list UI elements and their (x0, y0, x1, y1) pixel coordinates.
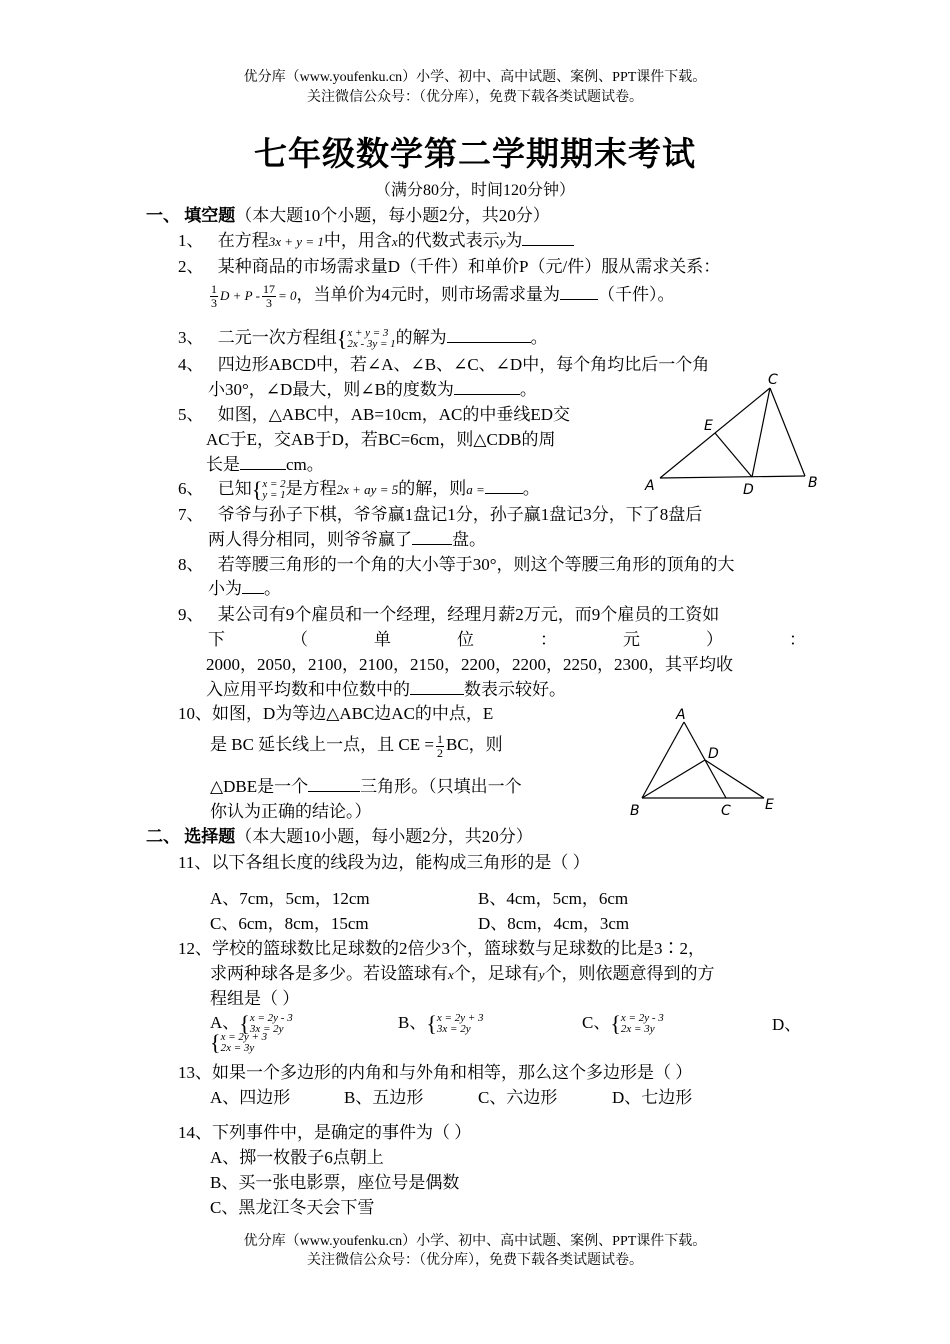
header-line-2: 关注微信公众号：（优分库），免费下载各类试题试卷。 (307, 90, 643, 105)
q9-line4: 入应用平均数和中位数中的 (206, 680, 410, 699)
q6-brace-icon: { (251, 477, 263, 503)
q10-fraction: $\frac{1}{2}$ (437, 731, 443, 760)
q9-line2-word: ） (706, 630, 723, 649)
figure-triangle-abc (640, 368, 830, 498)
q12-option-a-label: A、 (210, 1013, 240, 1032)
fig2-label-d: D (708, 746, 719, 762)
q7-end: 盘。 (452, 530, 486, 549)
q3-answer-blank[interactable] (447, 328, 531, 343)
section2-note: （本大题10小题，每小题2分，共20分） (235, 827, 533, 846)
q9-line2-word: 位 (457, 630, 474, 649)
q1-post: 为 (505, 231, 523, 250)
question-6 (178, 474, 540, 503)
q12-var-y: y (538, 967, 545, 982)
q3-end: 。 (530, 328, 548, 347)
q3-brace-icon: { (336, 326, 348, 352)
q12-option-c[interactable] (582, 1008, 664, 1037)
q6-system: x = 2 y = 1 (262, 478, 286, 502)
q5-number: 5、 (178, 405, 204, 424)
fig1-label-b: B (808, 475, 818, 491)
question-5-line3 (206, 450, 324, 475)
q8-answer-blank[interactable] (242, 579, 264, 594)
q2-eq-end: = 0 (277, 288, 297, 303)
q2-line2: ，当单价为4元时，则市场需求量为 (296, 285, 560, 304)
q2-answer-blank[interactable] (560, 285, 598, 300)
q12-option-d-system: x = 2y + 3 2x = 3y (220, 1031, 268, 1054)
q12-option-d-label[interactable]: D、 (772, 1015, 802, 1034)
question-4-line1 (178, 350, 709, 375)
q12-option-b-brace-icon: { (426, 1011, 437, 1037)
q10-line1: 如图，D为等边△ABC边AC的中点，E (212, 704, 494, 723)
q6-end: 。 (522, 479, 540, 498)
q8-line1: 若等腰三角形的一个角的大小等于30°，则这个等腰三角形的顶角的大 (217, 555, 735, 574)
q11-stem: 11、以下各组长度的线段为边，能构成三角形的是（ ） (178, 853, 590, 872)
q7-line2: 两人得分相同，则爷爷赢了 (208, 530, 412, 549)
q8-number: 8、 (178, 555, 204, 574)
fig2-label-e: E (765, 797, 774, 813)
q9-line2-word: 元 (623, 630, 640, 649)
q12-var-x: x (448, 967, 454, 982)
q9-end: 数表示较好。 (464, 680, 566, 699)
q9-line2 (208, 625, 806, 650)
fig2-label-c: C (721, 803, 731, 819)
question-9-line4 (206, 675, 566, 700)
question-2-line1 (178, 252, 720, 277)
q2-post: （千件）。 (597, 285, 675, 304)
q9-answer-blank[interactable] (410, 680, 464, 695)
q12-option-b-label: B、 (398, 1013, 427, 1032)
question-4-line2 (208, 375, 537, 400)
q9-line2-word: （ (291, 630, 308, 649)
q5-line1: 如图，△ABC中，AB=10cm，AC的中垂线ED交 (217, 405, 571, 424)
q7-number: 7、 (178, 505, 204, 524)
q4-line2: 小30°，∠D最大，则∠B的度数为 (208, 380, 454, 399)
question-5-line1 (178, 400, 570, 425)
question-7-line1 (178, 500, 702, 525)
fig1-label-a: A (645, 478, 655, 494)
q6-number: 6、 (178, 479, 204, 498)
q4-end: 。 (519, 380, 537, 399)
q6-mid2: 的解，则 (398, 479, 467, 498)
fig2-label-b: B (630, 803, 640, 819)
q10-answer-blank[interactable] (308, 777, 360, 792)
q12-option-a-system: x = 2y - 3 3x = 2y (249, 1012, 293, 1036)
question-1 (178, 226, 574, 251)
page-subtitle: （满分80分，时间120分钟） (374, 182, 575, 199)
page-title: 七年级数学第二学期期末考试 (254, 137, 696, 173)
q2-fraction-1: $\frac{1}{3}$ (211, 281, 217, 310)
section2-heading: 二、 选择题 (146, 827, 236, 846)
q5-line3: 长是 (206, 455, 240, 474)
fig1-label-c: C (768, 372, 778, 388)
q5-end: cm。 (286, 455, 324, 474)
section1-heading: 一、 填空题 (146, 206, 236, 225)
q4-answer-blank[interactable] (454, 380, 520, 395)
q6-mid: 是方程 (285, 479, 337, 498)
q9-line2-word: 下 (208, 630, 225, 649)
question-10-line3 (210, 772, 522, 797)
q12-option-d-brace-icon: { (210, 1030, 221, 1055)
q1-equation: 3x + y = 1 (268, 234, 324, 249)
q6-equation: 2x + ay = 5 (336, 482, 399, 497)
q8-end: 。 (264, 579, 281, 598)
q6-var-a: a = (466, 482, 485, 497)
question-8-line1 (178, 550, 735, 575)
q12-line1: 12、学校的篮球数比足球数的2倍少3个，篮球数与足球数的比是3∶2， (178, 939, 705, 958)
q6-pre: 已知 (217, 479, 252, 498)
question-2-line2 (208, 280, 674, 310)
q9-number: 9、 (178, 605, 204, 624)
q5-line2: AC于E，交AB于D，若BC=6cm，则△CDB的周 (206, 430, 556, 449)
question-8-line2 (208, 574, 281, 599)
q3-pre: 二元一次方程组 (217, 328, 337, 347)
q2-eq-mid: D + P - (220, 288, 260, 303)
q10-number: 10、 (178, 704, 212, 723)
q11-option-d[interactable]: D、8cm，4cm，3cm (478, 914, 630, 933)
q1-answer-blank[interactable] (522, 231, 574, 246)
q10-line2b: BC，则 (446, 735, 503, 754)
q4-line1: 四边形ABCD中，若∠A、∠B、∠C、∠D中，每个角均比后一个角 (217, 355, 710, 374)
q14-stem: 14、下列事件中，是确定的事件为（ ） (178, 1123, 472, 1142)
question-12-line2 (210, 959, 715, 984)
footer-line-2: 关注微信公众号：（优分库），免费下载各类试题试卷。 (307, 1253, 643, 1268)
q13-option-b[interactable]: B、五边形 (344, 1088, 424, 1107)
q12-option-c-system: x = 2y - 3 2x = 3y (620, 1012, 664, 1036)
q14-option-b[interactable]: B、买一张电影票，座位号是偶数 (210, 1173, 460, 1192)
section1-note: （本大题10个小题，每小题2分，共20分） (235, 206, 550, 225)
q13-option-a[interactable]: A、四边形 (210, 1088, 291, 1107)
q13-option-d[interactable]: D、七边形 (612, 1088, 693, 1107)
q9-line3: 2000，2050，2100，2100，2150，2200，2200，2250，2300，其平均收 (206, 655, 733, 674)
q1-mid: 中，用含 (323, 231, 392, 250)
q14-option-a[interactable]: A、掷一枚骰子6点朝上 (210, 1148, 384, 1167)
fig2-label-a: A (676, 707, 686, 723)
q1-pre: 在方程 (217, 231, 269, 250)
q2-number: 2、 (178, 257, 204, 276)
question-10-line2 (210, 730, 503, 760)
q1-number: 1、 (178, 231, 204, 250)
q10-line4: 你认为正确的结论。） (210, 802, 372, 821)
q11-option-a[interactable]: A、7cm，5cm，12cm (210, 889, 370, 908)
footer-line-1: 优分库（www.youfenku.cn）小学、初中、高中试题、案例、PPT课件下载。 (243, 1234, 707, 1249)
q12-line2c: 个，则依题意得到的方 (544, 964, 715, 983)
fig1-label-d: D (743, 482, 754, 498)
q12-line3: 程组是（ ） (210, 989, 300, 1008)
q12-option-b-system: x = 2y + 3 3x = 2y (436, 1012, 484, 1036)
question-10-line1 (178, 699, 493, 724)
q7-line1: 爷爷与孙子下棋，爷爷赢1盘记1分，孙子赢1盘记3分，下了8盘后 (217, 505, 703, 524)
q10-line2a: 是 BC 延长线上一点，且 CE = (210, 735, 434, 754)
q11-option-b[interactable]: B、4cm，5cm，6cm (478, 889, 629, 908)
question-3 (178, 323, 548, 352)
q11-option-c[interactable]: C、6cm，8cm，15cm (210, 914, 369, 933)
q2-line1: 某种商品的市场需求量D（千件）和单价P（元/件）服从需求关系： (217, 257, 721, 276)
q12-option-a-brace-icon: { (239, 1011, 250, 1037)
q1-mid2: 的代数式表示 (397, 231, 500, 250)
q9-line2-word: 单 (374, 630, 391, 649)
q3-post: 的解为 (395, 328, 447, 347)
fig1-label-e: E (704, 418, 713, 434)
q13-stem: 13、如果一个多边形的内角和与外角和相等，那么这个多边形是（ ） (178, 1063, 693, 1082)
figure-equilateral-triangle (624, 702, 784, 822)
q9-line2-word: ： (540, 630, 557, 649)
q3-system: x + y = 3 2x - 3y = 1 (347, 327, 396, 351)
section2-header (146, 822, 533, 847)
q9-line2-word: ： (789, 630, 806, 649)
q10-line3a: △DBE是一个 (210, 777, 309, 796)
q6-answer-blank[interactable] (485, 479, 523, 494)
q1-var-x: x (391, 234, 398, 249)
q14-option-c[interactable]: C、黑龙江冬天会下雪 (210, 1198, 375, 1217)
q12-option-b[interactable] (398, 1008, 484, 1037)
q10-line3b: 三角形。（只填出一个 (360, 777, 522, 796)
q4-number: 4、 (178, 355, 204, 374)
q12-option-c-brace-icon: { (610, 1011, 621, 1037)
q13-option-c[interactable]: C、六边形 (478, 1088, 558, 1107)
q1-var-y: y (499, 234, 506, 249)
q5-answer-blank[interactable] (240, 455, 286, 470)
section1-header (146, 201, 550, 226)
q7-answer-blank[interactable] (412, 530, 452, 545)
q12-line2a: 求两种球各是多少。若设篮球有 (210, 964, 448, 983)
q9-line1: 某公司有9个雇员和一个经理，经理月薪2万元，而9个雇员的工资如 (217, 605, 720, 624)
q3-number: 3、 (178, 328, 204, 347)
q8-line2: 小为 (208, 579, 242, 598)
header-line-1: 优分库（www.youfenku.cn）小学、初中、高中试题、案例、PPT课件下载。 (243, 70, 707, 85)
question-7-line2 (208, 525, 486, 550)
q2-fraction-2: $\frac{17}{3}$ (262, 281, 275, 310)
question-9-line1 (178, 600, 719, 625)
q12-option-c-label: C、 (582, 1013, 611, 1032)
q12-line2b: 个，足球有 (453, 964, 539, 983)
q12-option-d[interactable] (210, 1030, 267, 1056)
